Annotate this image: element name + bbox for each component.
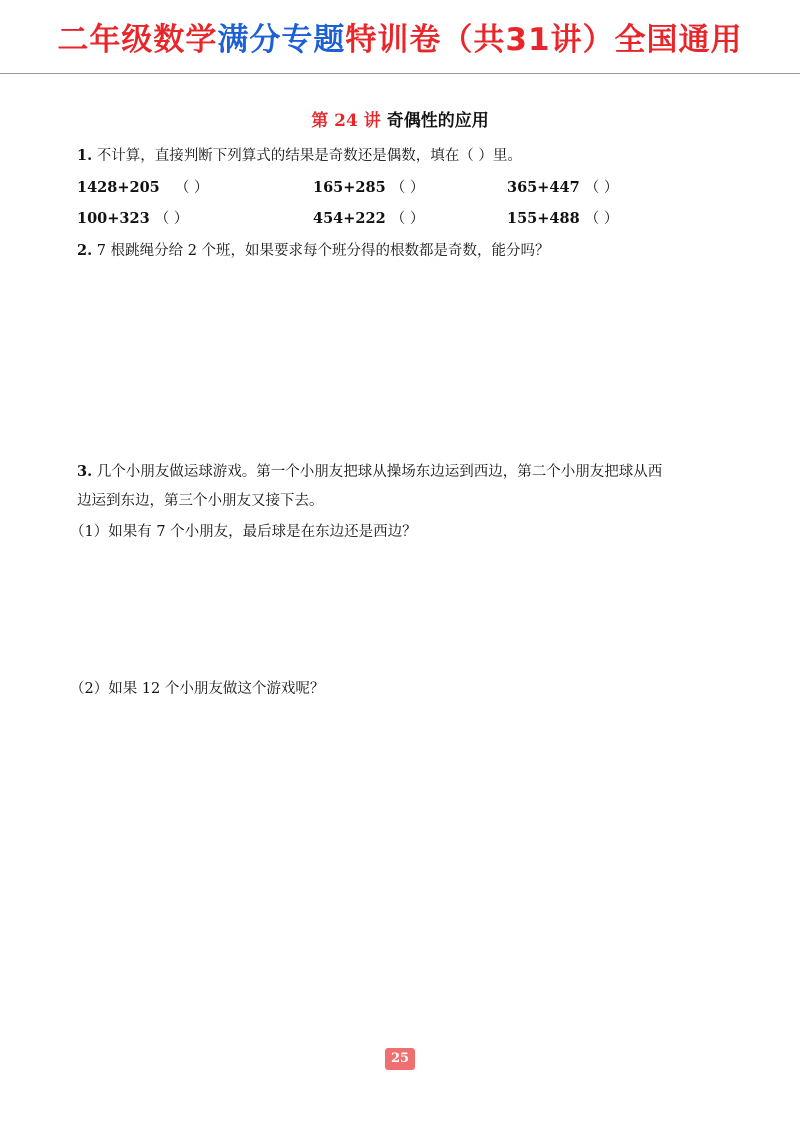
lesson-title bbox=[0, 106, 800, 131]
question-3-line-1: 几个小朋友做运球游戏。第一个小朋友把球从操场东边运到西边，第二个小朋友把球从西 bbox=[96, 464, 663, 480]
answer-blank: （ ） bbox=[584, 180, 619, 196]
question-1-text: 不计算，直接判断下列算式的结果是奇数还是偶数，填在（ ）里。 bbox=[96, 148, 522, 164]
answer-blank: （ ） bbox=[154, 211, 189, 227]
question-3-sub-2-text: （2）如果 12 个小朋友做这个游戏呢？ bbox=[70, 681, 325, 697]
question-3-sub-1 bbox=[70, 521, 417, 543]
question-3-sub-2 bbox=[70, 678, 324, 700]
expression-text: 454+222 bbox=[313, 210, 386, 227]
answer-blank: （ ） bbox=[174, 180, 209, 196]
answer-blank: （ ） bbox=[390, 211, 425, 227]
question-2-text: 7 根跳绳分给 2 个班，如果要求每个班分得的根数都是奇数，能分吗？ bbox=[96, 243, 550, 259]
expression-5 bbox=[313, 207, 424, 228]
banner-title bbox=[57, 14, 742, 59]
header-divider bbox=[0, 73, 800, 74]
question-3-continued bbox=[77, 490, 324, 512]
question-2-number: 2. bbox=[77, 242, 93, 259]
answer-blank: （ ） bbox=[390, 180, 425, 196]
expression-1 bbox=[77, 176, 208, 197]
page-number: 25 bbox=[385, 1048, 415, 1070]
answer-blank: （ ） bbox=[584, 211, 619, 227]
lesson-topic: 奇偶性的应用 bbox=[386, 111, 489, 131]
expression-3 bbox=[507, 176, 618, 197]
expression-text: 365+447 bbox=[507, 179, 580, 196]
expression-text: 155+488 bbox=[507, 210, 580, 227]
question-3 bbox=[77, 461, 662, 483]
expression-text: 100+323 bbox=[77, 210, 150, 227]
expression-text: 165+285 bbox=[313, 179, 386, 196]
expression-2 bbox=[313, 176, 424, 197]
expression-text: 1428+205 bbox=[77, 179, 160, 196]
banner-part-2: 满分专题 bbox=[217, 21, 346, 58]
question-3-number: 3. bbox=[77, 463, 93, 480]
lesson-number: 第 24 讲 bbox=[311, 111, 381, 131]
question-1-number: 1. bbox=[77, 147, 93, 164]
expression-6 bbox=[507, 207, 618, 228]
question-3-line-2: 边运到东边，第三个小朋友又接下去。 bbox=[77, 493, 324, 509]
header-banner bbox=[0, 0, 800, 72]
question-3-sub-1-text: （1）如果有 7 个小朋友，最后球是在东边还是西边？ bbox=[70, 524, 417, 540]
question-1 bbox=[77, 145, 522, 167]
expression-4 bbox=[77, 207, 188, 228]
banner-part-3: 特训卷（共31讲）全国通用 bbox=[345, 21, 743, 58]
question-2 bbox=[77, 240, 550, 262]
banner-part-1: 二年级数学 bbox=[57, 21, 218, 58]
